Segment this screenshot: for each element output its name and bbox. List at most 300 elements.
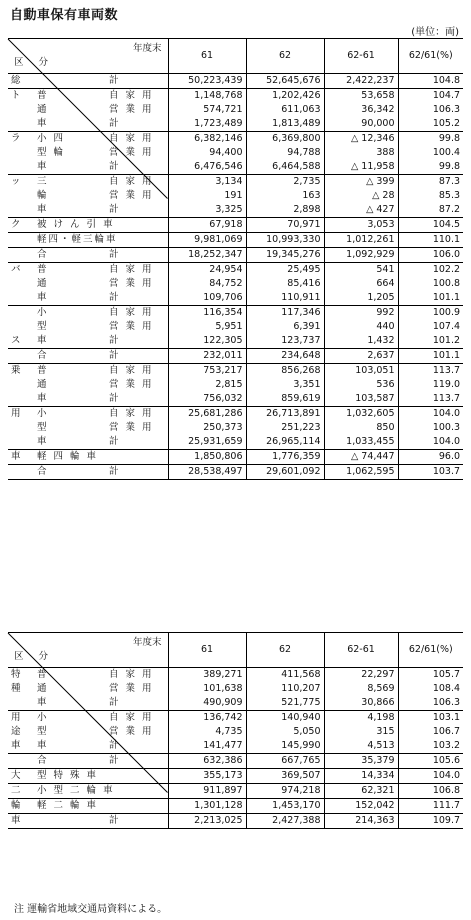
value-62: 94,788 bbox=[246, 146, 324, 160]
value-diff: 992 bbox=[324, 306, 398, 321]
row-subcategory-label: 輪 bbox=[37, 190, 49, 201]
table-row bbox=[8, 799, 463, 814]
row-type-label: 営 業 用 bbox=[109, 683, 154, 694]
row-category-label: 用 bbox=[8, 407, 34, 422]
value-ratio: 100.3 bbox=[398, 421, 463, 435]
value-ratio: 101.1 bbox=[398, 291, 463, 306]
row-subcategory-label: 車 bbox=[37, 204, 49, 215]
row-type-label: 計 bbox=[106, 248, 168, 263]
value-62: 234,648 bbox=[246, 349, 324, 364]
value-62: 3,351 bbox=[246, 378, 324, 392]
value-62: 26,965,114 bbox=[246, 435, 324, 450]
row-type-label: 計 bbox=[106, 754, 168, 769]
value-ratio: 100.9 bbox=[398, 306, 463, 321]
row-subcategory-label: 合 bbox=[34, 465, 106, 480]
row-subcategory-label: 合 bbox=[34, 248, 106, 263]
row-type-label: 計 bbox=[109, 335, 121, 346]
value-62: 163 bbox=[246, 189, 324, 203]
value-61: 1,850,806 bbox=[168, 450, 246, 465]
header-category-cell bbox=[8, 633, 168, 668]
row-subcategory-label: 小 bbox=[34, 306, 106, 321]
row-type-label: 営 業 用 bbox=[109, 422, 154, 433]
value-diff: 90,000 bbox=[324, 117, 398, 132]
table-header bbox=[8, 39, 463, 74]
value-61: 389,271 bbox=[168, 668, 246, 683]
value-ratio: 105.7 bbox=[398, 668, 463, 683]
row-category-label: 大 bbox=[8, 769, 34, 784]
value-ratio: 85.3 bbox=[398, 189, 463, 203]
value-61: 250,373 bbox=[168, 421, 246, 435]
value-62: 140,940 bbox=[246, 711, 324, 726]
value-ratio: 105.6 bbox=[398, 754, 463, 769]
value-62: 10,993,330 bbox=[246, 233, 324, 248]
value-61: 632,386 bbox=[168, 754, 246, 769]
row-type-label: 計 bbox=[106, 349, 168, 364]
row-category-label bbox=[8, 465, 34, 480]
row-type-label: 自 家 用 bbox=[106, 407, 168, 422]
row-subcategory-label: 通 bbox=[37, 278, 49, 289]
row-subcategory-label: 車 bbox=[37, 335, 49, 346]
row-category-label: ス bbox=[11, 335, 21, 346]
value-ratio: 99.8 bbox=[398, 132, 463, 147]
value-diff: 4,513 bbox=[324, 739, 398, 754]
value-diff: 35,379 bbox=[324, 754, 398, 769]
value-ratio: 108.4 bbox=[398, 682, 463, 696]
value-61: 2,815 bbox=[168, 378, 246, 392]
value-62: 117,346 bbox=[246, 306, 324, 321]
row-category-label: ク bbox=[8, 218, 34, 233]
value-diff: 1,012,261 bbox=[324, 233, 398, 248]
value-ratio: 87.2 bbox=[398, 203, 463, 218]
value-61: 141,477 bbox=[168, 739, 246, 754]
table-header bbox=[8, 633, 463, 668]
value-ratio: 87.3 bbox=[398, 175, 463, 190]
value-62: 6,391 bbox=[246, 320, 324, 334]
row-subcategory-label: 普 bbox=[34, 263, 106, 278]
value-diff: 4,198 bbox=[324, 711, 398, 726]
value-61: 3,134 bbox=[168, 175, 246, 190]
row-subcategory-label: 車 bbox=[37, 393, 49, 404]
table-row bbox=[8, 218, 463, 233]
row-subcategory-label: 車 bbox=[37, 436, 49, 447]
row-type-label: 計 bbox=[109, 740, 121, 751]
value-diff: 2,637 bbox=[324, 349, 398, 364]
value-62: 70,971 bbox=[246, 218, 324, 233]
value-ratio: 104.0 bbox=[398, 769, 463, 784]
row-subcategory-label: 車 bbox=[37, 292, 49, 303]
value-61: 25,931,659 bbox=[168, 435, 246, 450]
value-ratio: 104.7 bbox=[398, 89, 463, 104]
header-col-61: 61 bbox=[168, 633, 246, 668]
row-subcategory-label: 軽四・軽三輪車 bbox=[34, 233, 106, 248]
row-category-label bbox=[8, 349, 34, 364]
row-type-label: 営 業 用 bbox=[109, 190, 154, 201]
row-category-label bbox=[8, 291, 34, 306]
row-type-label: 営 業 用 bbox=[109, 321, 154, 332]
value-61: 1,148,768 bbox=[168, 89, 246, 104]
value-61: 50,223,439 bbox=[168, 74, 246, 89]
table-row bbox=[8, 364, 463, 379]
value-diff: △ 427 bbox=[324, 203, 398, 218]
value-ratio: 107.4 bbox=[398, 320, 463, 334]
table-row bbox=[8, 378, 463, 392]
value-diff: 103,587 bbox=[324, 392, 398, 407]
value-ratio: 106.3 bbox=[398, 696, 463, 711]
row-subcategory-label: 型 輪 bbox=[37, 147, 66, 158]
value-62: 6,464,588 bbox=[246, 160, 324, 175]
table-row bbox=[8, 407, 463, 422]
row-category-label: 乗 bbox=[8, 364, 34, 379]
row-category-label bbox=[8, 277, 34, 291]
value-61: 101,638 bbox=[168, 682, 246, 696]
value-62: 85,416 bbox=[246, 277, 324, 291]
row-type-label: 営 業 用 bbox=[109, 726, 154, 737]
value-61: 490,909 bbox=[168, 696, 246, 711]
value-diff: 1,092,929 bbox=[324, 248, 398, 263]
value-62: 145,990 bbox=[246, 739, 324, 754]
value-62: 611,063 bbox=[246, 103, 324, 117]
row-type-label: 自 家 用 bbox=[106, 89, 168, 104]
value-ratio: 103.1 bbox=[398, 711, 463, 726]
value-diff: 103,051 bbox=[324, 364, 398, 379]
value-diff: 14,334 bbox=[324, 769, 398, 784]
row-category-label bbox=[8, 248, 34, 263]
row-type-label: 自 家 用 bbox=[106, 175, 168, 190]
row-subcategory-label: 型 特 殊 車 bbox=[34, 769, 106, 784]
value-diff: 440 bbox=[324, 320, 398, 334]
row-type-label: 自 家 用 bbox=[106, 668, 168, 683]
value-diff: △ 12,346 bbox=[324, 132, 398, 147]
row-subcategory-label: 三 bbox=[34, 175, 106, 190]
value-diff: 1,205 bbox=[324, 291, 398, 306]
row-type-label: 計 bbox=[106, 465, 168, 480]
value-ratio: 104.0 bbox=[398, 407, 463, 422]
row-type-label: 自 家 用 bbox=[106, 263, 168, 278]
row-type-label: 自 家 用 bbox=[106, 132, 168, 147]
row-subcategory-label: 小 四 bbox=[34, 132, 106, 147]
row-type-label: 営 業 用 bbox=[109, 379, 154, 390]
row-subcategory-label: 車 bbox=[37, 740, 49, 751]
header-col-62: 62 bbox=[246, 633, 324, 668]
value-61: 3,325 bbox=[168, 203, 246, 218]
value-ratio: 104.5 bbox=[398, 218, 463, 233]
table-row bbox=[8, 349, 463, 364]
row-type-label: 計 bbox=[109, 204, 121, 215]
row-subcategory-label: 車 bbox=[37, 697, 49, 708]
value-ratio: 106.3 bbox=[398, 103, 463, 117]
header-category-cell bbox=[8, 39, 168, 74]
value-61: 6,476,546 bbox=[168, 160, 246, 175]
row-subcategory-label: 通 bbox=[37, 683, 49, 694]
row-subcategory-label: 小 型 二 輪 車 bbox=[34, 784, 106, 799]
row-type-label: 計 bbox=[109, 393, 121, 404]
value-diff: △ 399 bbox=[324, 175, 398, 190]
table-row bbox=[8, 263, 463, 278]
value-61: 1,723,489 bbox=[168, 117, 246, 132]
value-diff: 1,062,595 bbox=[324, 465, 398, 480]
row-category-label bbox=[8, 435, 34, 450]
row-category-label: バ bbox=[8, 263, 34, 278]
row-category-label bbox=[8, 378, 34, 392]
value-62: 1,813,489 bbox=[246, 117, 324, 132]
row-category-label bbox=[8, 421, 34, 435]
value-62: 251,223 bbox=[246, 421, 324, 435]
table-row bbox=[8, 435, 463, 450]
value-62: 6,369,800 bbox=[246, 132, 324, 147]
value-ratio: 101.2 bbox=[398, 334, 463, 349]
value-diff: 315 bbox=[324, 725, 398, 739]
value-61: 116,354 bbox=[168, 306, 246, 321]
value-ratio: 99.8 bbox=[398, 160, 463, 175]
table-row bbox=[8, 450, 463, 465]
header-col-62: 62 bbox=[246, 39, 324, 74]
value-62: 1,202,426 bbox=[246, 89, 324, 104]
row-type-label: 計 bbox=[109, 292, 121, 303]
value-62: 5,050 bbox=[246, 725, 324, 739]
value-61: 355,173 bbox=[168, 769, 246, 784]
value-61: 5,951 bbox=[168, 320, 246, 334]
value-ratio: 113.7 bbox=[398, 364, 463, 379]
value-61: 232,011 bbox=[168, 349, 246, 364]
value-61: 109,706 bbox=[168, 291, 246, 306]
row-category-label: 車 bbox=[8, 814, 34, 829]
header-col-ratio: 62/61(%) bbox=[398, 39, 463, 74]
row-subcategory-label: 通 bbox=[37, 104, 49, 115]
table-row bbox=[8, 233, 463, 248]
row-type-label: 営 業 用 bbox=[109, 104, 154, 115]
header-col-61: 61 bbox=[168, 39, 246, 74]
table-row bbox=[8, 248, 463, 263]
value-diff: 664 bbox=[324, 277, 398, 291]
value-61: 67,918 bbox=[168, 218, 246, 233]
row-type-label bbox=[106, 799, 168, 814]
value-62: 856,268 bbox=[246, 364, 324, 379]
header-kubun: 区 分 bbox=[14, 57, 55, 68]
value-61: 18,252,347 bbox=[168, 248, 246, 263]
vehicle-table-special bbox=[8, 632, 463, 829]
value-ratio: 105.2 bbox=[398, 117, 463, 132]
table-row bbox=[8, 320, 463, 334]
table-row bbox=[8, 203, 463, 218]
row-type-label bbox=[106, 450, 168, 465]
row-category-label bbox=[8, 392, 34, 407]
row-category-label bbox=[8, 320, 34, 334]
table-row bbox=[8, 306, 463, 321]
value-61: 25,681,286 bbox=[168, 407, 246, 422]
row-type-label: 営 業 用 bbox=[109, 147, 154, 158]
value-diff: 3,053 bbox=[324, 218, 398, 233]
row-subcategory-label: 型 bbox=[37, 726, 49, 737]
value-diff: 850 bbox=[324, 421, 398, 435]
row-category-label: 総 bbox=[8, 74, 34, 89]
value-61: 24,954 bbox=[168, 263, 246, 278]
row-type-label: 計 bbox=[106, 814, 168, 829]
row-category-label: ッ bbox=[8, 175, 34, 190]
value-diff: △ 28 bbox=[324, 189, 398, 203]
table-row bbox=[8, 465, 463, 480]
unit-label: (単位：両) bbox=[411, 27, 459, 38]
row-category-label: 種 bbox=[11, 683, 21, 694]
row-category-label: 特 bbox=[8, 668, 34, 683]
value-61: 94,400 bbox=[168, 146, 246, 160]
value-diff: 541 bbox=[324, 263, 398, 278]
value-diff: 30,866 bbox=[324, 696, 398, 711]
row-category-label: 用 bbox=[8, 711, 34, 726]
row-type-label: 営 業 用 bbox=[109, 278, 154, 289]
value-62: 25,495 bbox=[246, 263, 324, 278]
value-61: 136,742 bbox=[168, 711, 246, 726]
value-61: 1,301,128 bbox=[168, 799, 246, 814]
header-col-diff: 62-61 bbox=[324, 633, 398, 668]
table-row bbox=[8, 277, 463, 291]
row-subcategory-label: 普 bbox=[34, 668, 106, 683]
value-ratio: 103.2 bbox=[398, 739, 463, 754]
value-diff: 388 bbox=[324, 146, 398, 160]
vehicle-table-main bbox=[8, 38, 463, 480]
row-category-label: 輪 bbox=[8, 799, 34, 814]
value-62: 110,207 bbox=[246, 682, 324, 696]
value-diff: 36,342 bbox=[324, 103, 398, 117]
value-diff: △ 11,958 bbox=[324, 160, 398, 175]
row-type-label: 自 家 用 bbox=[106, 306, 168, 321]
value-62: 369,507 bbox=[246, 769, 324, 784]
value-ratio: 100.4 bbox=[398, 146, 463, 160]
row-category-label: ト bbox=[8, 89, 34, 104]
value-ratio: 119.0 bbox=[398, 378, 463, 392]
row-subcategory-label: 合 bbox=[34, 754, 106, 769]
value-62: 521,775 bbox=[246, 696, 324, 711]
header-kubun: 区 分 bbox=[14, 651, 55, 662]
value-61: 4,735 bbox=[168, 725, 246, 739]
value-ratio: 101.1 bbox=[398, 349, 463, 364]
value-ratio: 110.1 bbox=[398, 233, 463, 248]
row-subcategory-label: 型 bbox=[37, 422, 49, 433]
value-62: 2,735 bbox=[246, 175, 324, 190]
row-subcategory-label: 軽 二 輪 車 bbox=[34, 799, 106, 814]
row-subcategory-label: 車 bbox=[37, 118, 49, 129]
row-category-label: 二 bbox=[8, 784, 34, 799]
value-61: 753,217 bbox=[168, 364, 246, 379]
value-61: 84,752 bbox=[168, 277, 246, 291]
value-ratio: 96.0 bbox=[398, 450, 463, 465]
value-ratio: 102.2 bbox=[398, 263, 463, 278]
value-ratio: 100.8 bbox=[398, 277, 463, 291]
value-ratio: 106.0 bbox=[398, 248, 463, 263]
header-nendo-matsu: 年度末 bbox=[133, 43, 162, 54]
value-diff: 152,042 bbox=[324, 799, 398, 814]
value-62: 26,713,891 bbox=[246, 407, 324, 422]
row-category-label: 車 bbox=[11, 740, 21, 751]
value-62: 19,345,276 bbox=[246, 248, 324, 263]
table-row bbox=[8, 334, 463, 349]
value-diff: 1,032,605 bbox=[324, 407, 398, 422]
row-type-label bbox=[106, 218, 168, 233]
value-62: 29,601,092 bbox=[246, 465, 324, 480]
row-category-label: ラ bbox=[8, 132, 34, 147]
row-subcategory-label: 小 bbox=[34, 407, 106, 422]
row-subcategory-label: 合 bbox=[34, 349, 106, 364]
value-diff: 53,658 bbox=[324, 89, 398, 104]
value-diff: 22,297 bbox=[324, 668, 398, 683]
row-category-label bbox=[8, 306, 34, 321]
row-type-label: 計 bbox=[109, 436, 121, 447]
row-subcategory-label: 被 け ん 引 車 bbox=[34, 218, 106, 233]
value-61: 2,213,025 bbox=[168, 814, 246, 829]
value-62: 2,427,388 bbox=[246, 814, 324, 829]
value-ratio: 109.7 bbox=[398, 814, 463, 829]
value-diff: 536 bbox=[324, 378, 398, 392]
value-62: 859,619 bbox=[246, 392, 324, 407]
source-note: 注 運輸省地域交通局資料による。 bbox=[14, 904, 168, 915]
value-ratio: 113.7 bbox=[398, 392, 463, 407]
row-type-label: 自 家 用 bbox=[106, 711, 168, 726]
header-nendo-matsu: 年度末 bbox=[133, 637, 162, 648]
row-type-label: 計 bbox=[109, 161, 121, 172]
value-62: 110,911 bbox=[246, 291, 324, 306]
value-ratio: 106.7 bbox=[398, 725, 463, 739]
value-ratio: 106.8 bbox=[398, 784, 463, 799]
value-61: 28,538,497 bbox=[168, 465, 246, 480]
row-type-label: 計 bbox=[106, 74, 168, 89]
page-title: 自動車保有車両数 bbox=[10, 8, 119, 23]
table-row bbox=[8, 814, 463, 829]
value-ratio: 111.7 bbox=[398, 799, 463, 814]
value-diff: 62,321 bbox=[324, 784, 398, 799]
table-row bbox=[8, 291, 463, 306]
value-62: 123,737 bbox=[246, 334, 324, 349]
value-diff: 214,363 bbox=[324, 814, 398, 829]
value-61: 574,721 bbox=[168, 103, 246, 117]
row-type-label: 自 家 用 bbox=[106, 364, 168, 379]
row-type-label: 計 bbox=[109, 697, 121, 708]
row-category-label bbox=[8, 203, 34, 218]
value-diff: 8,569 bbox=[324, 682, 398, 696]
table-row bbox=[8, 421, 463, 435]
value-61: 9,981,069 bbox=[168, 233, 246, 248]
value-62: 411,568 bbox=[246, 668, 324, 683]
row-subcategory-label: 型 bbox=[37, 321, 49, 332]
value-61: 911,897 bbox=[168, 784, 246, 799]
value-ratio: 103.7 bbox=[398, 465, 463, 480]
row-subcategory-label: 小 bbox=[34, 711, 106, 726]
row-subcategory-label: 通 bbox=[37, 379, 49, 390]
row-category-label bbox=[8, 233, 34, 248]
table-row bbox=[8, 392, 463, 407]
row-subcategory-label: 車 bbox=[37, 161, 49, 172]
value-61: 756,032 bbox=[168, 392, 246, 407]
value-62: 974,218 bbox=[246, 784, 324, 799]
value-diff: △ 74,447 bbox=[324, 450, 398, 465]
value-62: 1,776,359 bbox=[246, 450, 324, 465]
value-diff: 2,422,237 bbox=[324, 74, 398, 89]
row-type-label: 計 bbox=[109, 118, 121, 129]
value-61: 191 bbox=[168, 189, 246, 203]
value-diff: 1,432 bbox=[324, 334, 398, 349]
row-subcategory-label: 普 bbox=[34, 89, 106, 104]
value-62: 52,645,676 bbox=[246, 74, 324, 89]
value-62: 2,898 bbox=[246, 203, 324, 218]
row-subcategory-label: 普 bbox=[34, 364, 106, 379]
value-62: 667,765 bbox=[246, 754, 324, 769]
value-diff: 1,033,455 bbox=[324, 435, 398, 450]
value-ratio: 104.0 bbox=[398, 435, 463, 450]
value-61: 122,305 bbox=[168, 334, 246, 349]
value-61: 6,382,146 bbox=[168, 132, 246, 147]
row-category-label: 車 bbox=[8, 450, 34, 465]
value-62: 1,453,170 bbox=[246, 799, 324, 814]
header-col-diff: 62-61 bbox=[324, 39, 398, 74]
row-category-label: 途 bbox=[11, 726, 21, 737]
